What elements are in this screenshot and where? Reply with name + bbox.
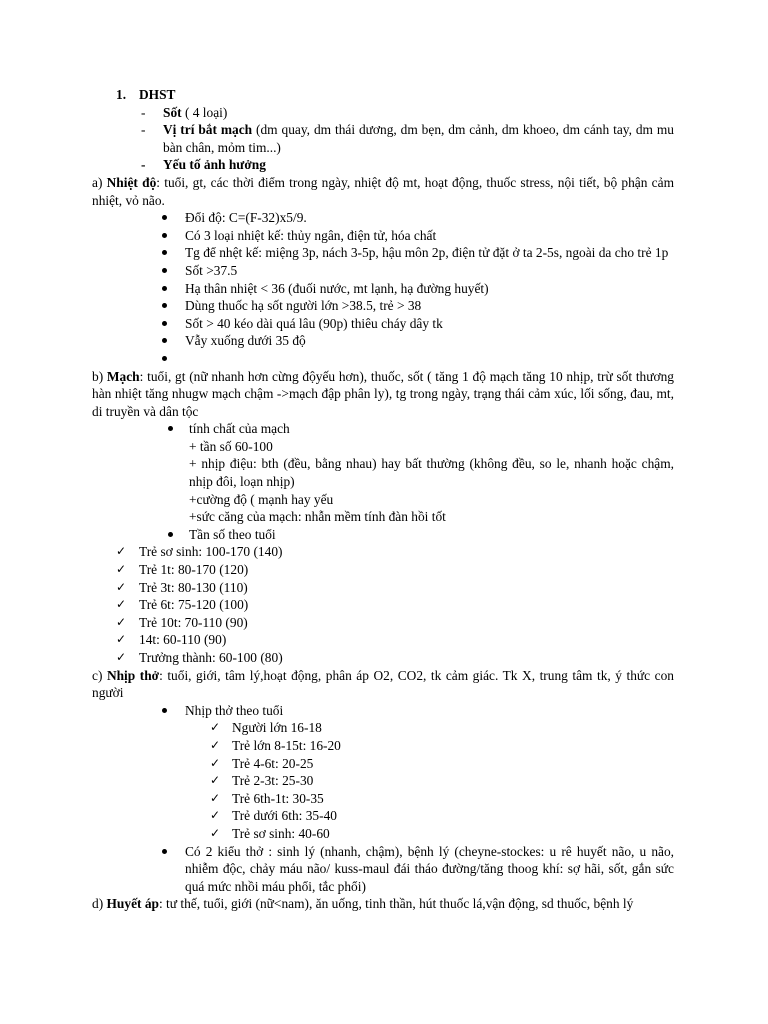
bullet-item (92, 262, 674, 280)
dash-item-bold: Vị trí bắt mạch (163, 122, 253, 138)
checkmark-icon: ✓ (116, 632, 127, 647)
bullet-text: Tần số theo tuổi (189, 526, 276, 542)
check-text: Trẻ sơ sinh: 40-60 (232, 825, 330, 841)
bullet-item (92, 297, 674, 315)
check-text: Trưởng thành: 60-100 (80) (139, 650, 283, 665)
dash-item-bold: Yếu tố ảnh hưởng (163, 157, 266, 173)
section-c-bullet-rate (92, 702, 674, 720)
sub-line (92, 455, 674, 490)
check-item (92, 649, 674, 667)
dash-item-text: ( 4 loại) (181, 104, 228, 120)
bullet-item (92, 227, 674, 245)
section-a-bullet-list (92, 209, 674, 367)
check-text: Trẻ 1t: 80-170 (120) (139, 562, 249, 578)
section-d-text: : tư thế, tuổi, giới (nữ<nam), ăn uống, tinh thần, hút thuốc lá,vận động, sd thuốc, bệnh lý (158, 896, 634, 912)
check-item (92, 614, 674, 632)
bullet-item (92, 332, 674, 350)
checkmark-icon: ✓ (210, 720, 221, 735)
bullet-dot (162, 268, 167, 273)
bullet-item (92, 350, 674, 368)
section-b-text: : tuổi, gt (nữ nhanh hơn cừng độyếu hơn), thuốc, sốt ( tăng 1 độ mạch tăng 10 nhịp, trừ sốt thương hàn nhiệt tăng nhugw mạch chậm ->mạch đập phân ly), tg trong ngày, trạng thái cảm xúc, lối sống, đau, mt, di truyền và dân tộc (92, 368, 674, 419)
dash-item-text: (dm quay, dm thái dương, dm bẹn, dm cảnh, dm khoeo, dm cánh tay, dm mu bàn chân, mỏm tim...) (163, 122, 674, 155)
bullet-text: Hạ thân nhiệt < 36 (đuối nước, mt lạnh, hạ đường huyết) (185, 280, 489, 296)
check-text: Trẻ 4-6t: 20-25 (232, 755, 314, 771)
section-c-check-list (92, 719, 674, 842)
bullet-dot (162, 233, 167, 238)
sub-line (92, 438, 674, 456)
check-text: Trẻ 6th-1t: 30-35 (232, 790, 324, 806)
dash-marker: - (141, 122, 146, 138)
bullet-dot (162, 250, 167, 255)
section-a-title: Nhiệt độ (106, 174, 157, 190)
check-text: Trẻ sơ sinh: 100-170 (140) (139, 544, 283, 560)
check-item (92, 719, 674, 737)
checkmark-icon: ✓ (210, 755, 221, 770)
section-d-title: Huyết áp (106, 896, 159, 912)
bullet-item (92, 315, 674, 333)
heading-number: 1. (116, 87, 127, 102)
section-prefix: c) (92, 667, 107, 683)
check-item (92, 543, 674, 561)
bullet-dot (162, 215, 167, 220)
bullet-text: Đổi độ: C=(F-32)x5/9. (185, 210, 307, 226)
dash-marker: - (141, 104, 146, 120)
check-item (92, 825, 674, 843)
bullet-text: Tg để nhệt kế: miệng 3p, nách 3-5p, hậu môn 2p, điện tử đặt ở ta 2-5s, ngoài da cho trẻ 1p (185, 245, 669, 261)
section-prefix: a) (92, 174, 107, 190)
bullet-dot (162, 338, 167, 343)
section-c-bullet-types (92, 843, 674, 896)
bullet-item (92, 280, 674, 298)
bullet-text: Nhịp thở theo tuổi (185, 702, 284, 718)
check-item (92, 561, 674, 579)
section-prefix: b) (92, 368, 107, 384)
check-text: Trẻ lớn 8-15t: 16-20 (232, 737, 341, 753)
sub-line-text: +cường độ ( mạnh hay yếu (189, 491, 334, 507)
dash-item-factors (92, 156, 674, 174)
section-c-text: : tuổi, giới, tâm lý,hoạt động, phân áp O2, CO2, tk cảm giác. Tk X, trung tâm tk, ý thức con người (92, 667, 674, 701)
section-b-title: Mạch (106, 368, 140, 384)
check-item (92, 631, 674, 649)
dash-item-fever (92, 104, 674, 122)
dash-item-bold: Sốt (163, 104, 182, 120)
checkmark-icon: ✓ (210, 773, 221, 788)
checkmark-icon: ✓ (210, 825, 221, 840)
bullet-text: Có 3 loại nhiệt kế: thủy ngân, điện tử, hóa chất (185, 227, 437, 243)
bullet-dot (162, 303, 167, 308)
bullet-dot (168, 532, 173, 537)
bullet-text: tính chất của mạch (189, 421, 290, 437)
bullet-dot (162, 849, 167, 854)
checkmark-icon: ✓ (116, 597, 127, 612)
checkmark-icon: ✓ (210, 790, 221, 805)
checkmark-icon: ✓ (116, 579, 127, 594)
check-text: Trẻ dưới 6th: 35-40 (232, 808, 337, 824)
checkmark-icon: ✓ (116, 614, 127, 629)
section-prefix: d) (92, 896, 107, 912)
dash-item-pulse-sites (92, 121, 674, 156)
bullet-text (185, 351, 188, 366)
check-item (92, 579, 674, 597)
check-item (92, 790, 674, 808)
check-text: Trẻ 10t: 70-110 (90) (139, 614, 248, 630)
checkmark-icon: ✓ (116, 544, 127, 559)
bullet-dot (168, 426, 173, 431)
check-item (92, 807, 674, 825)
check-text: Người lớn 16-18 (232, 720, 322, 736)
section-b-bullet-frequency (92, 526, 674, 544)
bullet-dot (162, 286, 167, 291)
bullet-item (92, 244, 674, 262)
checkmark-icon: ✓ (116, 650, 127, 664)
section-d-paragraph (92, 895, 674, 913)
sub-line (92, 508, 674, 526)
check-item (92, 737, 674, 755)
bullet-text: Sốt >37.5 (185, 262, 238, 278)
section-b-paragraph (92, 368, 674, 421)
bullet-text: Có 2 kiểu thở : sinh lý (nhanh, chậm), bệnh lý (cheyne-stockes: u rê huyết não, u não, nhiễm độc, chảy máu não/ kuss-maul đái tháo đường/tăng thoog khí: sợ hãi, sốt, gắn sức quá mức nhồi máu phổi, tắc phổi) (185, 843, 674, 894)
check-text: 14t: 60-110 (90) (139, 632, 227, 648)
check-item (92, 772, 674, 790)
section-heading (92, 86, 674, 104)
check-text: Trẻ 3t: 80-130 (110) (139, 579, 248, 595)
checkmark-icon: ✓ (210, 808, 221, 823)
document-body (92, 86, 674, 913)
checkmark-icon: ✓ (210, 737, 221, 752)
check-item (92, 596, 674, 614)
check-text: Trẻ 2-3t: 25-30 (232, 773, 314, 789)
section-c-paragraph (92, 667, 674, 702)
section-b-check-list (92, 543, 674, 666)
bullet-dot (162, 356, 167, 361)
bullet-text: Sốt > 40 kéo dài quá lâu (90p) thiêu cháy dây tk (185, 315, 443, 331)
section-a-paragraph (92, 174, 674, 209)
bullet-dot (162, 321, 167, 326)
bullet-dot (162, 708, 167, 713)
bullet-text: Dùng thuốc hạ sốt người lớn >38.5, trẻ > 38 (185, 298, 422, 314)
check-text: Trẻ 6t: 75-120 (100) (139, 597, 249, 613)
section-b-bullet-properties (92, 420, 674, 438)
sub-line-text: + nhịp điệu: bth (đều, bằng nhau) hay bất thường (không đều, so le, nhanh hoặc chậm, nhịp đôi, loạn nhịp) (189, 456, 674, 490)
sub-line-text: +sức căng của mạch: nhẫn mềm tính đàn hồi tốt (189, 509, 446, 525)
sub-line (92, 491, 674, 509)
bullet-item (92, 209, 674, 227)
bullet-text: Vẫy xuống dưới 35 độ (185, 333, 306, 349)
dash-marker: - (141, 157, 146, 173)
checkmark-icon: ✓ (116, 562, 127, 577)
check-item (92, 755, 674, 773)
section-c-title: Nhịp thở (106, 667, 160, 683)
sub-line-text: + tần số 60-100 (189, 438, 273, 454)
heading-title: DHST (139, 87, 176, 102)
section-a-text: : tuổi, gt, các thời điểm trong ngày, nhiệt độ mt, hoạt động, thuốc stress, nội tiết, bộ phận cảm nhiệt, vỏ não. (92, 174, 674, 208)
section-b-sub-lines (92, 438, 674, 526)
